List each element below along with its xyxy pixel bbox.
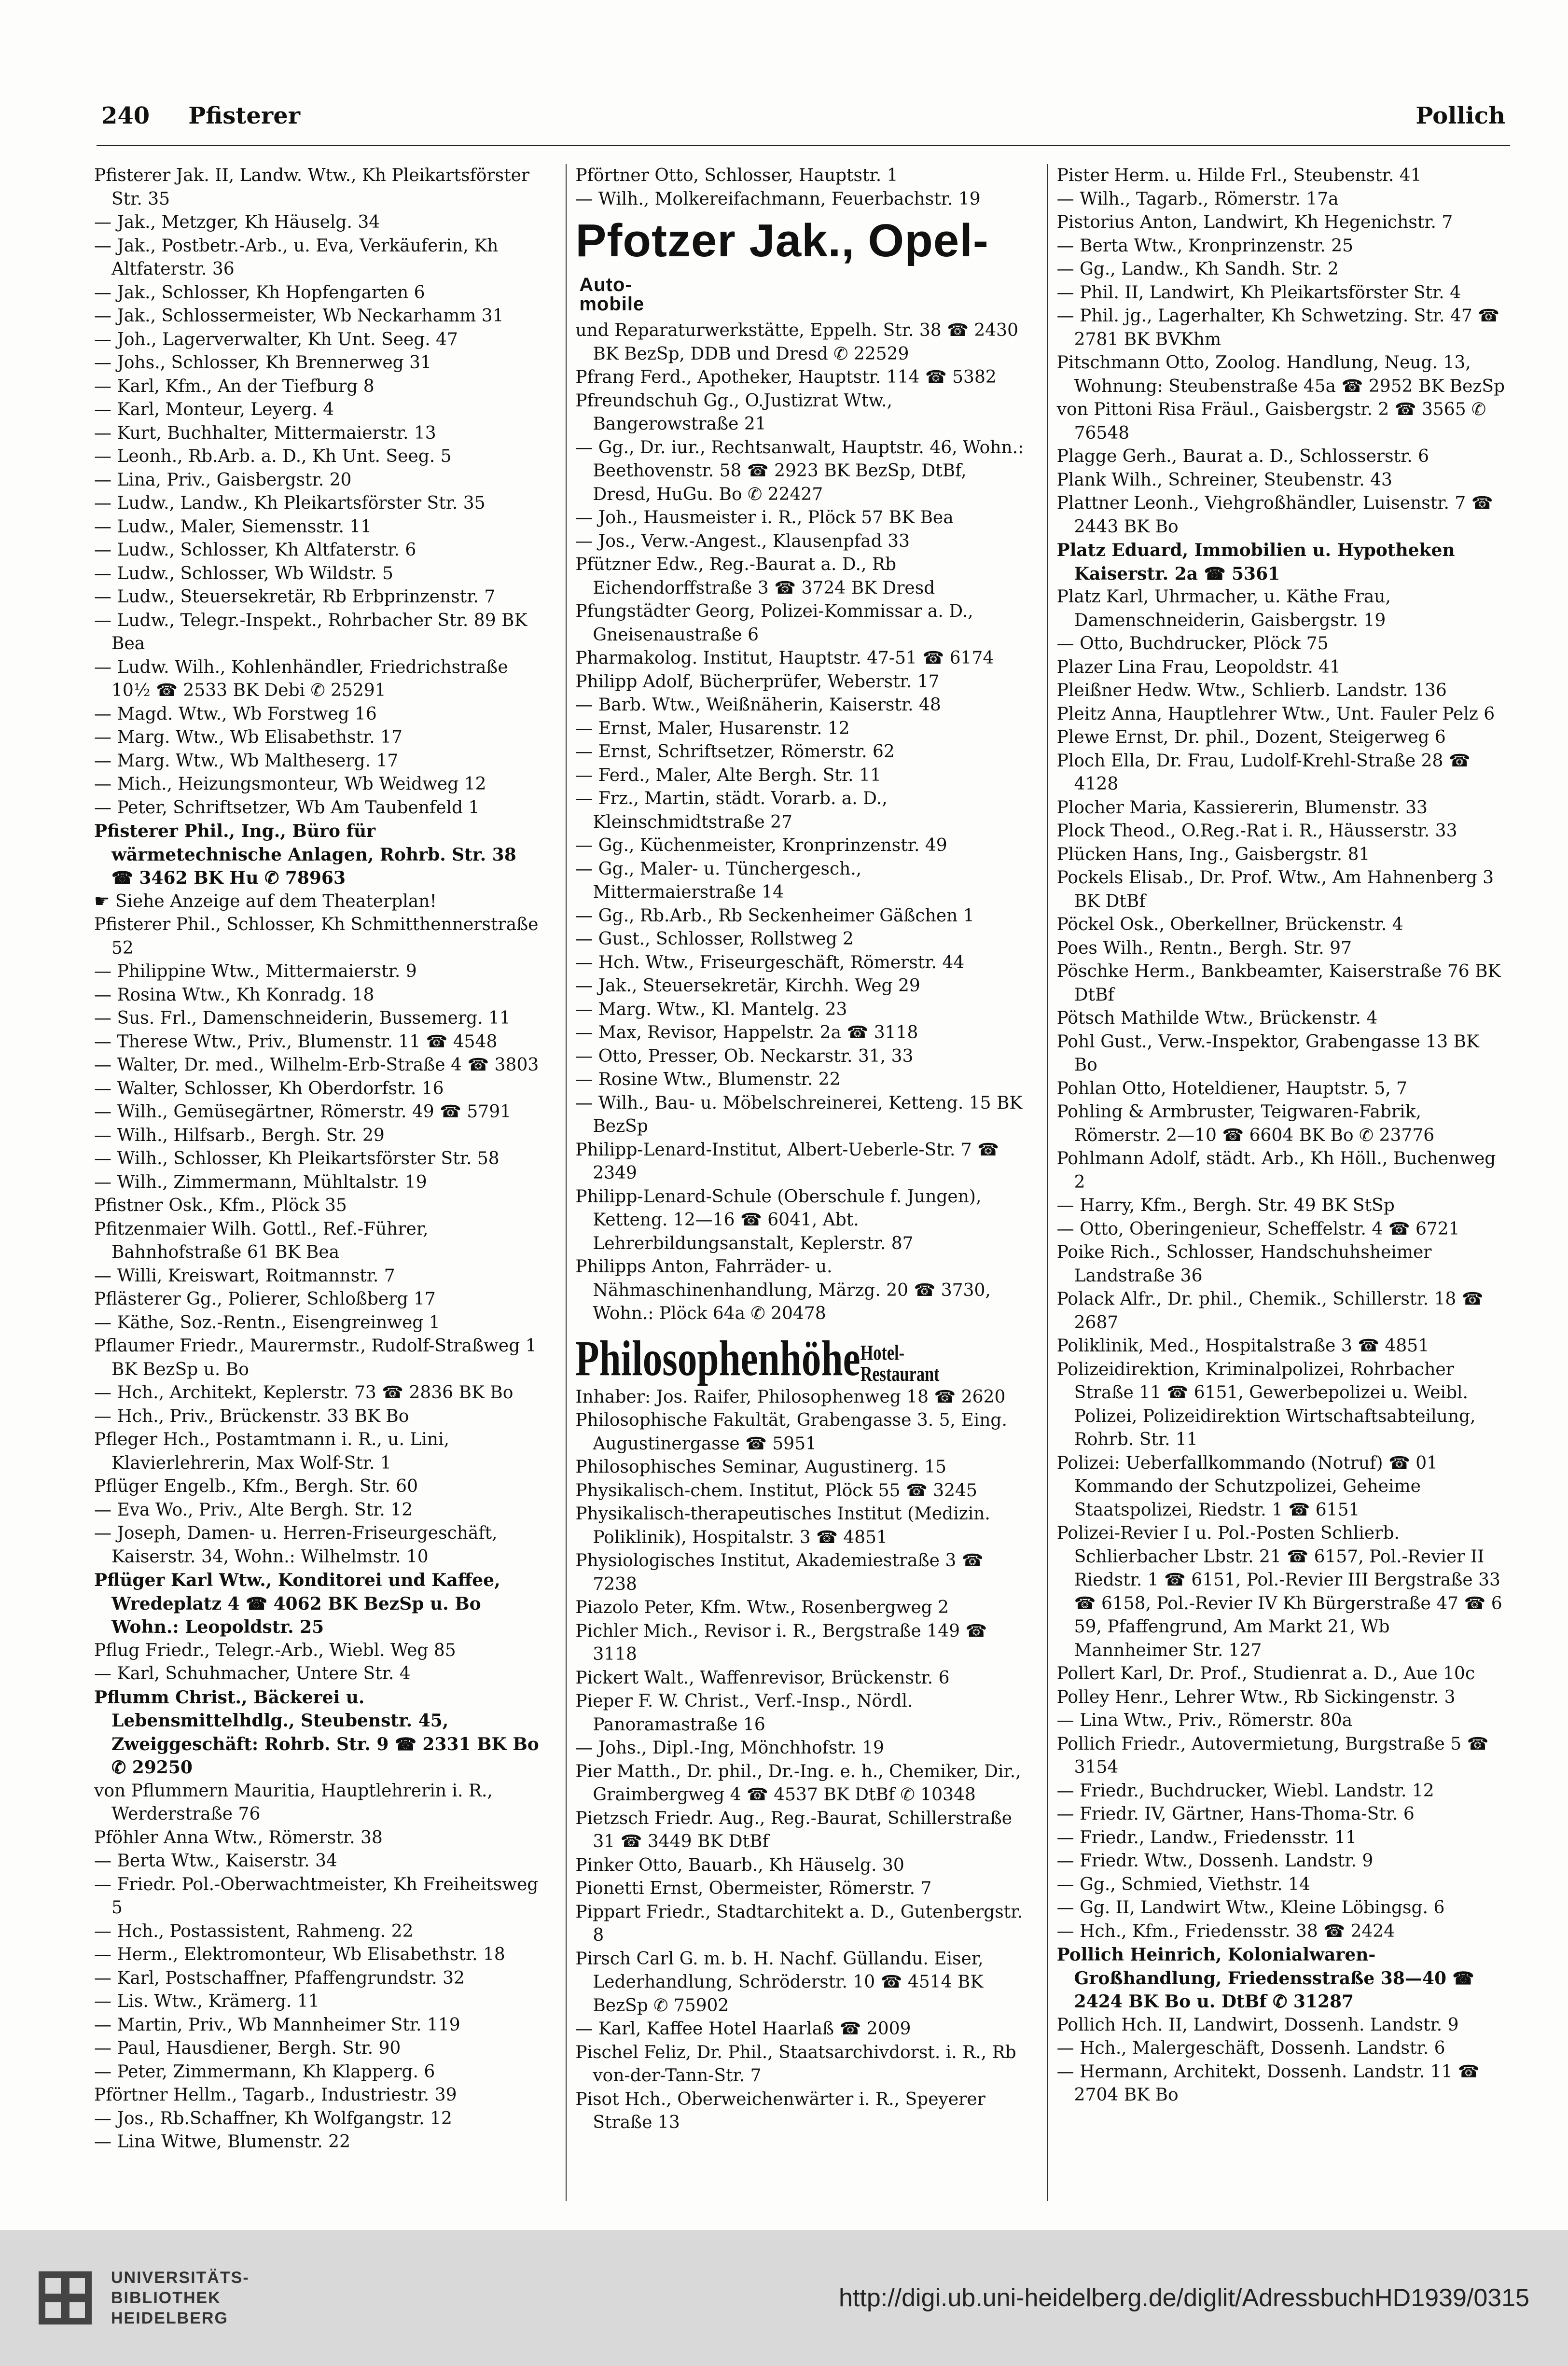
directory-entry: Platz Karl, Uhrmacher, u. Käthe Frau, Damenschneiderin, Gaisbergstr. 19 (1056, 587, 1391, 630)
directory-entry: Polizei-Revier I u. Pol.-Posten Schlierb. Schlierbacher Lbstr. 21 ☎ 6157, Pol.-Revier II Riedstr. 1 ☎ 6151, Pol.-Revier III Bergstraße 33 ☎ 6158, Pol.-Revier IV Kh Bürgerstraße 47 ☎ 6 59, Pfaffengrund, Am Markt 21, Wb Mannheimer Str. 127 (1056, 1523, 1502, 1660)
directory-entry: — Peter, Schriftsetzer, Wb Am Taubenfeld 1 (94, 797, 480, 818)
ad-phil-subtitle-line-2: Restaurant (860, 1362, 940, 1386)
directory-entry: Pfistner Osk., Kfm., Plöck 35 (94, 1196, 347, 1215)
library-name (111, 2268, 250, 2328)
directory-entry: — Karl, Schuhmacher, Untere Str. 4 (94, 1664, 411, 1684)
directory-entry: Pfitzenmaier Wilh. Gottl., Ref.-Führer, Bahnhofstraße 61 BK Bea (94, 1219, 429, 1262)
directory-entry: Piazolo Peter, Kfm. Wtw., Rosenbergweg 2 (575, 1598, 949, 1617)
directory-entry: — Philippine Wtw., Mittermaierstr. 9 (94, 961, 417, 981)
advertisement-philosophenhoehe (575, 1330, 940, 1386)
directory-entry: — Lina Witwe, Blumenstr. 22 (94, 2132, 350, 2152)
directory-entry: — Ludw., Maler, Siemensstr. 11 (94, 516, 372, 537)
directory-entry: — Käthe, Soz.-Rentn., Eisengreinweg 1 (94, 1312, 440, 1333)
library-name-line-2: BIBLIOTHEK (111, 2289, 221, 2307)
directory-entry: Plazer Lina Frau, Leopoldstr. 41 (1056, 657, 1341, 677)
directory-entry: — Ludw., Telegr.-Inspekt., Rohrbacher Str. 89 BK Bea (94, 610, 527, 654)
directory-entry: — Frz., Martin, städt. Vorarb. a. D., Kleinschmidtstraße 27 (575, 789, 888, 832)
directory-entry: — Gg., Maler- u. Tünchergesch., Mittermaierstraße 14 (575, 859, 862, 902)
directory-entry: — Joh., Lagerverwalter, Kh Unt. Seeg. 47 (94, 329, 458, 349)
ad-philosophenhoehe-title: Philosophenhöhe (575, 1330, 860, 1386)
directory-entry: Pflüger Karl Wtw., Konditorei und Kaffee, Wredeplatz 4 ☎ 4062 BK BezSp u. Bo Wohn.: Leopoldstr. 25 (94, 1570, 500, 1637)
directory-entry: Pförtner Hellm., Tagarb., Industriestr. 39 (94, 2085, 457, 2105)
directory-entry: — Kurt, Buchhalter, Mittermaierstr. 13 (94, 423, 436, 443)
directory-entry: Plocher Maria, Kassiererin, Blumenstr. 33 (1056, 797, 1428, 818)
directory-entry: — Marg. Wtw., Wb Maltheserg. 17 (94, 751, 399, 771)
directory-entry: Pfungstädter Georg, Polizei-Kommissar a. D., Gneisenaustraße 6 (575, 601, 973, 645)
directory-entry: — Joh., Hausmeister i. R., Plöck 57 BK Bea (575, 508, 954, 528)
directory-entry: — Barb. Wtw., Weißnäherin, Kaiserstr. 48 (575, 695, 941, 715)
directory-entry: Pistorius Anton, Landwirt, Kh Hegenichstr. 7 (1056, 212, 1453, 232)
directory-entry: — Wilh., Schlosser, Kh Pleikartsförster Str. 58 (94, 1149, 500, 1169)
directory-entry: ☛ Siehe Anzeige auf dem Theaterplan! (94, 891, 437, 911)
directory-entry: Pharmakolog. Institut, Hauptstr. 47-51 ☎ 6174 (575, 648, 994, 668)
directory-entry: Philosophische Fakultät, Grabengasse 3. 5, Eing. Augustinergasse ☎ 5951 (575, 1410, 1007, 1454)
directory-entry: — Eva Wo., Priv., Alte Bergh. Str. 12 (94, 1500, 413, 1520)
directory-entry: — Gust., Schlosser, Rollstweg 2 (575, 929, 854, 949)
directory-entry: von Pflummern Mauritia, Hauptlehrerin i. R., Werderstraße 76 (94, 1781, 493, 1824)
directory-entry: Pföhler Anna Wtw., Römerstr. 38 (94, 1827, 383, 1848)
directory-entry: — Jak., Schlossermeister, Wb Neckarhamm 31 (94, 306, 504, 326)
directory-entry: Physiologisches Institut, Akademiestraße 3 ☎ 7238 (575, 1551, 984, 1594)
directory-entry: Pfisterer Jak. II, Landw. Wtw., Kh Pleikartsförster Str. 35 (94, 166, 530, 209)
directory-entry: Pionetti Ernst, Obermeister, Römerstr. 7 (575, 1879, 932, 1898)
directory-entry: — Gg., Küchenmeister, Kronprinzenstr. 49 (575, 835, 947, 855)
running-head-left: Pfisterer (188, 102, 301, 129)
directory-entry: — Karl, Kaffee Hotel Haarlaß ☎ 2009 (575, 2019, 911, 2039)
directory-entry: — Marg. Wtw., Wb Elisabethstr. 17 (94, 727, 402, 747)
directory-entry: — Hch., Malergeschäft, Dossenh. Landstr. 6 (1056, 2038, 1445, 2058)
directory-entry: — Hch., Architekt, Keplerstr. 73 ☎ 2836 BK Bo (94, 1383, 513, 1403)
directory-entry: — Joseph, Damen- u. Herren-Friseurgeschäft, Kaiserstr. 34, Wohn.: Wilhelmstr. 10 (94, 1523, 498, 1567)
directory-entry: Plank Wilh., Schreiner, Steubenstr. 43 (1056, 470, 1392, 490)
directory-entry: — Hch., Priv., Brückenstr. 33 BK Bo (94, 1406, 409, 1426)
directory-entry: Pockels Elisab., Dr. Prof. Wtw., Am Hahnenberg 3 BK DtBf (1056, 868, 1494, 911)
directory-entry: Pisot Hch., Oberweichenwärter i. R., Speyerer Straße 13 (575, 2089, 985, 2132)
directory-entry: — Therese Wtw., Priv., Blumenstr. 11 ☎ 4548 (94, 1031, 498, 1052)
directory-entry: Pischel Feliz, Dr. Phil., Staatsarchivdorst. i. R., Rb von-der-Tann-Str. 7 (575, 2042, 1016, 2086)
directory-entry: — Paul, Hausdiener, Bergh. Str. 90 (94, 2038, 401, 2058)
ad-pfotzer-title: Pfotzer Jak., Opel- (575, 215, 989, 266)
directory-entry: Pleißner Hedw. Wtw., Schlierb. Landstr. 136 (1056, 681, 1447, 700)
directory-entry: — Johs., Schlosser, Kh Brennerweg 31 (94, 353, 431, 373)
directory-entry: — Phil. II, Landwirt, Kh Pleikartsförster Str. 4 (1056, 282, 1461, 303)
running-head-right: Pollich (1415, 102, 1505, 129)
directory-entry: Pickert Walt., Waffenrevisor, Brückenstr. 6 (575, 1668, 950, 1688)
directory-column-1 (94, 164, 552, 2201)
directory-entry: Pflug Friedr., Telegr.-Arb., Wiebl. Weg 85 (94, 1640, 456, 1660)
library-name-line-3: HEIDELBERG (111, 2309, 228, 2327)
directory-entry: Pleitz Anna, Hauptlehrer Wtw., Unt. Fauler Pelz 6 (1056, 704, 1495, 724)
directory-entry: Pollich Heinrich, Kolonialwaren-Großhandlung, Friedensstraße 38—40 ☎ 2424 BK Bo u. DtBf ✆ 31287 (1056, 1945, 1474, 2012)
directory-entry: — Friedr., Landw., Friedensstr. 11 (1056, 1827, 1357, 1848)
directory-entry: — Ludw., Schlosser, Kh Altfaterstr. 6 (94, 540, 416, 560)
directory-entry: Pollich Friedr., Autovermietung, Burgstraße 5 ☎ 3154 (1056, 1734, 1489, 1777)
ad-pfotzer-subtitle (579, 275, 644, 314)
directory-entry: von Pittoni Risa Fräul., Gaisbergstr. 2 ☎ 3565 ✆ 76548 (1056, 400, 1486, 443)
directory-entry: — Jos., Verw.-Angest., Klausenpfad 33 (575, 531, 910, 551)
directory-entry: — Otto, Oberingenieur, Scheffelstr. 4 ☎ 6721 (1056, 1219, 1460, 1239)
university-library-logo-icon (39, 2271, 92, 2324)
directory-entry: Philosophisches Seminar, Augustinerg. 15 (575, 1457, 947, 1477)
directory-entry: Pippart Friedr., Stadtarchitekt a. D., Gutenbergstr. 8 (575, 1902, 1023, 1945)
directory-entry: — Jos., Rb.Schaffner, Kh Wolfgangstr. 12 (94, 2108, 452, 2129)
directory-entry: — Max, Revisor, Happelstr. 2a ☎ 3118 (575, 1023, 918, 1043)
directory-entry: Pichler Mich., Revisor i. R., Bergstraße 149 ☎ 3118 (575, 1621, 987, 1664)
directory-entry: Plücken Hans, Ing., Gaisbergstr. 81 (1056, 844, 1370, 864)
directory-entry: Pirsch Carl G. m. b. H. Nachf. Güllandu. Eiser, Lederhandlung, Schröderstr. 10 ☎ 4514 BK BezSp ✆ 75902 (575, 1948, 984, 2016)
directory-entry: — Gg., Dr. iur., Rechtsanwalt, Hauptstr. 46, Wohn.: Beethovenstr. 58 ☎ 2923 BK BezSp, DtBf, Dresd, HuGu. Bo ✆ 22427 (575, 437, 1024, 504)
directory-entry: — Ernst, Maler, Husarenstr. 12 (575, 718, 850, 738)
directory-entry: — Gg., Rb.Arb., Rb Seckenheimer Gäßchen 1 (575, 905, 974, 926)
directory-entry: Plagge Gerh., Baurat a. D., Schlosserstr. 6 (1056, 446, 1429, 466)
directory-entry: — Friedr. Wtw., Dossenh. Landstr. 9 (1056, 1851, 1374, 1871)
directory-entry: Poes Wilh., Rentn., Bergh. Str. 97 (1056, 938, 1352, 958)
directory-column-3 (1047, 164, 1515, 2201)
directory-entry: — Herm., Elektromonteur, Wb Elisabethstr. 18 (94, 1945, 505, 1964)
directory-entry: Physikalisch-chem. Institut, Plöck 55 ☎ 3245 (575, 1480, 977, 1501)
directory-entry: — Otto, Buchdrucker, Plöck 75 (1056, 634, 1329, 654)
directory-entry: — Magd. Wtw., Wb Forstweg 16 (94, 704, 377, 724)
directory-entry: — Ludw. Wilh., Kohlenhändler, Friedrichstraße 10½ ☎ 2533 BK Debi ✆ 25291 (94, 657, 508, 700)
directory-entry: — Gg., Landw., Kh Sandh. Str. 2 (1056, 259, 1339, 279)
directory-entry: — Karl, Monteur, Leyerg. 4 (94, 400, 334, 419)
directory-entry: — Wilh., Hilfsarb., Bergh. Str. 29 (94, 1125, 385, 1145)
page-number: 240 (101, 102, 150, 129)
directory-entry: Plattner Leonh., Viehgroßhändler, Luisenstr. 7 ☎ 2443 BK Bo (1056, 493, 1493, 537)
directory-entry: Polizeidirektion, Kriminalpolizei, Rohrbacher Straße 11 ☎ 6151, Gewerbepolizei u. Weibl. Polizei, Polizeidirektion Wirtschaftsabteilung, Rohrb. Str. 11 (1056, 1359, 1476, 1449)
directory-entry: — Rosina Wtw., Kh Konradg. 18 (94, 985, 375, 1005)
library-name-line-1: UNIVERSITÄTS- (111, 2269, 250, 2287)
directory-entry: — Martin, Priv., Wb Mannheimer Str. 119 (94, 2015, 460, 2035)
directory-entry: Inhaber: Jos. Raifer, Philosophenweg 18 ☎ 2620 (575, 1387, 1006, 1407)
library-logo[interactable] (39, 2268, 250, 2328)
directory-entry: Ploch Ella, Dr. Frau, Ludolf-Krehl-Straße 28 ☎ 4128 (1056, 751, 1471, 794)
directory-entry: Pfrang Ferd., Apotheker, Hauptstr. 114 ☎ 5382 (575, 367, 997, 387)
directory-entry: — Ernst, Schriftsetzer, Römerstr. 62 (575, 742, 895, 762)
ad-pfotzer-subtitle-line-2: mobile (579, 293, 645, 315)
directory-column-2 (566, 164, 1033, 2201)
directory-entry: Pollert Karl, Dr. Prof., Studienrat a. D., Aue 10c (1056, 1664, 1475, 1684)
directory-entry: Pollich Hch. II, Landwirt, Dossenh. Landstr. 9 (1056, 2015, 1459, 2035)
directory-entry: Pflästerer Gg., Polierer, Schloßberg 17 (94, 1289, 436, 1309)
directory-entry: — Lina Wtw., Priv., Römerstr. 80a (1056, 1711, 1353, 1730)
directory-entry: Pöckel Osk., Oberkellner, Brückenstr. 4 (1056, 915, 1403, 934)
directory-entry: — Sus. Frl., Damenschneiderin, Bussemerg. 11 (94, 1008, 511, 1028)
directory-entry: — Johs., Dipl.-Ing, Mönchhofstr. 19 (575, 1738, 884, 1758)
directory-entry: Philipps Anton, Fahrräder- u. Nähmaschinenhandlung, Märzg. 20 ☎ 3730, Wohn.: Plöck 64a ✆ 20478 (575, 1257, 991, 1323)
directory-entry: Pohlan Otto, Hoteldiener, Hauptstr. 5, 7 (1056, 1078, 1408, 1099)
directory-entry: Poliklinik, Med., Hospitalstraße 3 ☎ 4851 (1056, 1336, 1429, 1356)
directory-entry: Pflüger Engelb., Kfm., Bergh. Str. 60 (94, 1476, 418, 1496)
directory-entry: — Ferd., Maler, Alte Bergh. Str. 11 (575, 765, 881, 785)
ad-philosophenhoehe-subtitle (860, 1342, 940, 1385)
directory-entry: — Jak., Metzger, Kh Häuselg. 34 (94, 212, 380, 232)
directory-entry: Pister Herm. u. Hilde Frl., Steubenstr. 41 (1056, 166, 1422, 185)
directory-entry: Pohl Gust., Verw.-Inspektor, Grabengasse 13 BK Bo (1056, 1031, 1479, 1075)
directory-entry: Platz Eduard, Immobilien u. Hypotheken Kaiserstr. 2a ☎ 5361 (1056, 540, 1455, 584)
directory-entry: — Willi, Kreiswart, Roitmannstr. 7 (94, 1266, 395, 1286)
directory-entry: — Wilh., Molkereifachmann, Feuerbachstr. 19 (575, 189, 981, 209)
directory-entry: Polizei: Ueberfallkommando (Notruf) ☎ 01 Kommando der Schutzpolizei, Geheime Staatspolizei, Riedstr. 1 ☎ 6151 (1056, 1453, 1438, 1520)
directory-entry: — Wilh., Gemüsegärtner, Römerstr. 49 ☎ 5791 (94, 1102, 511, 1122)
footer-band (0, 2230, 1568, 2366)
directory-entry: — Lis. Wtw., Krämerg. 11 (94, 1991, 319, 2011)
directory-entry: — Karl, Kfm., An der Tiefburg 8 (94, 376, 375, 396)
directory-entry: Pfreundschuh Gg., O.Justizrat Wtw., Bangerowstraße 21 (575, 390, 892, 434)
directory-entry: Philipp Adolf, Bücherprüfer, Weberstr. 17 (575, 671, 940, 692)
directory-entry: Pötsch Mathilde Wtw., Brückenstr. 4 (1056, 1008, 1378, 1028)
directory-entry: Pinker Otto, Bauarb., Kh Häuselg. 30 (575, 1855, 904, 1875)
directory-entry: — Gg., Schmied, Viethstr. 14 (1056, 1874, 1310, 1894)
advertisement-pfotzer (575, 216, 1025, 316)
directory-entry: — Berta Wtw., Kaiserstr. 34 (94, 1851, 337, 1871)
directory-entry: — Peter, Zimmermann, Kh Klapperg. 6 (94, 2061, 435, 2082)
directory-entry: — Leonh., Rb.Arb. a. D., Kh Unt. Seeg. 5 (94, 446, 452, 466)
directory-entry: Plock Theod., O.Reg.-Rat i. R., Häusserstr. 33 (1056, 821, 1457, 841)
directory-entry: — Gg. II, Landwirt Wtw., Kleine Löbingsg. 6 (1056, 1898, 1445, 1918)
directory-entry: Pflumm Christ., Bäckerei u. Lebensmittelhdlg., Steubenstr. 45, Zweiggeschäft: Rohrb. Str. 9 ☎ 2331 BK Bo ✆ 29250 (94, 1687, 539, 1778)
directory-entry: — Otto, Presser, Ob. Neckarstr. 31, 33 (575, 1046, 914, 1066)
directory-entry: — Berta Wtw., Kronprinzenstr. 25 (1056, 236, 1354, 256)
header-rule (97, 145, 1510, 146)
directory-entry: — Jak., Schlosser, Kh Hopfengarten 6 (94, 282, 425, 303)
directory-entry: — Karl, Postschaffner, Pfaffengrundstr. 32 (94, 1968, 465, 1988)
directory-entry: Philipp-Lenard-Institut, Albert-Ueberle-Str. 7 ☎ 2349 (575, 1140, 999, 1183)
directory-entry: Pförtner Otto, Schlosser, Hauptstr. 1 (575, 166, 898, 185)
directory-entry: — Friedr., Buchdrucker, Wiebl. Landstr. 12 (1056, 1781, 1434, 1801)
directory-entry: — Mich., Heizungsmonteur, Wb Weidweg 12 (94, 774, 486, 794)
directory-entry: — Lina, Priv., Gaisbergstr. 20 (94, 470, 352, 490)
directory-entry: — Jak., Steuersekretär, Kirchh. Weg 29 (575, 976, 920, 996)
directory-entry: — Friedr. Pol.-Oberwachtmeister, Kh Freiheitsweg 5 (94, 1874, 539, 1918)
directory-entry: — Wilh., Tagarb., Römerstr. 17a (1056, 189, 1339, 209)
directory-entry: Polley Henr., Lehrer Wtw., Rb Sickingenstr. 3 (1056, 1687, 1456, 1707)
directory-entry: und Reparaturwerkstätte, Eppelh. Str. 38 ☎ 2430 BK BezSp, DDB und Dresd ✆ 22529 (575, 320, 1018, 364)
directory-entry: Plewe Ernst, Dr. phil., Dozent, Steigerweg 6 (1056, 727, 1446, 747)
ad-phil-subtitle-line-1: Hotel- (860, 1340, 905, 1364)
directory-entry: Pier Matth., Dr. phil., Dr.-Ing. e. h., Chemiker, Dir., Graimbergweg 4 ☎ 4537 BK DtBf ✆ 10348 (575, 1761, 1021, 1805)
directory-entry: — Rosine Wtw., Blumenstr. 22 (575, 1070, 841, 1089)
source-url-link[interactable]: http://digi.ub.uni-heidelberg.de/diglit/AdressbuchHD1939/0315 (839, 2284, 1529, 2312)
directory-entry: Pfützner Edw., Reg.-Baurat a. D., Rb Eichendorffstraße 3 ☎ 3724 BK Dresd (575, 555, 935, 598)
directory-entry: Physikalisch-therapeutisches Institut (Medizin. Poliklinik), Hospitalstr. 3 ☎ 4851 (575, 1504, 990, 1547)
directory-entry: Pohling & Armbruster, Teigwaren-Fabrik, Römerstr. 2—10 ☎ 6604 BK Bo ✆ 23776 (1056, 1102, 1435, 1145)
ad-pfotzer-subtitle-line-1: Auto- (579, 274, 632, 295)
directory-entry: — Hermann, Architekt, Dossenh. Landstr. 11 ☎ 2704 BK Bo (1056, 2061, 1480, 2105)
directory-columns (94, 164, 1515, 2201)
directory-entry: Poike Rich., Schlosser, Handschuhsheimer Landstraße 36 (1056, 1242, 1432, 1286)
directory-entry: — Marg. Wtw., Kl. Mantelg. 23 (575, 999, 847, 1019)
directory-entry: Pohlmann Adolf, städt. Arb., Kh Höll., Buchenweg 2 (1056, 1149, 1496, 1192)
page-header (101, 97, 1505, 135)
directory-entry: — Hch., Postassistent, Rahmeng. 22 (94, 1921, 414, 1941)
directory-entry: Pitschmann Otto, Zoolog. Handlung, Neug. 13, Wohnung: Steubenstraße 45a ☎ 2952 BK BezSp (1056, 353, 1505, 396)
directory-entry: — Phil. jg., Lagerhalter, Kh Schwetzing. Str. 47 ☎ 2781 BK BVKhm (1056, 306, 1500, 349)
directory-entry: — Ludw., Landw., Kh Pleikartsförster Str. 35 (94, 493, 486, 513)
directory-entry: Pflaumer Friedr., Maurermstr., Rudolf-Straßweg 1 BK BezSp u. Bo (94, 1336, 537, 1379)
directory-entry: — Jak., Postbetr.-Arb., u. Eva, Verkäuferin, Kh Altfaterstr. 36 (94, 236, 499, 279)
directory-entry: Pfisterer Phil., Ing., Büro für wärmetechnische Anlagen, Rohrb. Str. 38 ☎ 3462 BK Hu ✆ 78963 (94, 821, 516, 888)
directory-entry: Pieper F. W. Christ., Verf.-Insp., Nördl. Panoramastraße 16 (575, 1691, 913, 1735)
directory-entry: — Hch. Wtw., Friseurgeschäft, Römerstr. 44 (575, 952, 965, 973)
directory-entry: — Wilh., Bau- u. Möbelschreinerei, Ketteng. 15 BK BezSp (575, 1093, 1023, 1136)
directory-entry: Polack Alfr., Dr. phil., Chemik., Schillerstr. 18 ☎ 2687 (1056, 1289, 1484, 1333)
directory-entry: Pfisterer Phil., Schlosser, Kh Schmitthennerstraße 52 (94, 915, 539, 958)
directory-entry: — Friedr. IV, Gärtner, Hans-Thoma-Str. 6 (1056, 1804, 1415, 1824)
directory-entry: — Walter, Dr. med., Wilhelm-Erb-Straße 4 ☎ 3803 (94, 1055, 539, 1075)
directory-entry: Pietzsch Friedr. Aug., Reg.-Baurat, Schillerstraße 31 ☎ 3449 BK DtBf (575, 1808, 1013, 1851)
directory-entry: — Harry, Kfm., Bergh. Str. 49 BK StSp (1056, 1196, 1395, 1215)
directory-entry: — Walter, Schlosser, Kh Oberdorfstr. 16 (94, 1078, 444, 1099)
directory-entry: — Wilh., Zimmermann, Mühltalstr. 19 (94, 1172, 427, 1192)
directory-entry: — Hch., Kfm., Friedensstr. 38 ☎ 2424 (1056, 1921, 1395, 1941)
directory-entry: Pfleger Hch., Postamtmann i. R., u. Lini, Klavierlehrerin, Max Wolf-Str. 1 (94, 1430, 449, 1473)
directory-entry: Pöschke Herm., Bankbeamter, Kaiserstraße 76 BK DtBf (1056, 961, 1501, 1005)
directory-entry: Philipp-Lenard-Schule (Oberschule f. Jungen), Ketteng. 12—16 ☎ 6041, Abt. Lehrerbildungsanstalt, Keplerstr. 87 (575, 1186, 982, 1253)
directory-entry: — Ludw., Steuersekretär, Rb Erbprinzenstr. 7 (94, 587, 496, 607)
directory-entry: — Ludw., Schlosser, Wb Wildstr. 5 (94, 563, 393, 584)
